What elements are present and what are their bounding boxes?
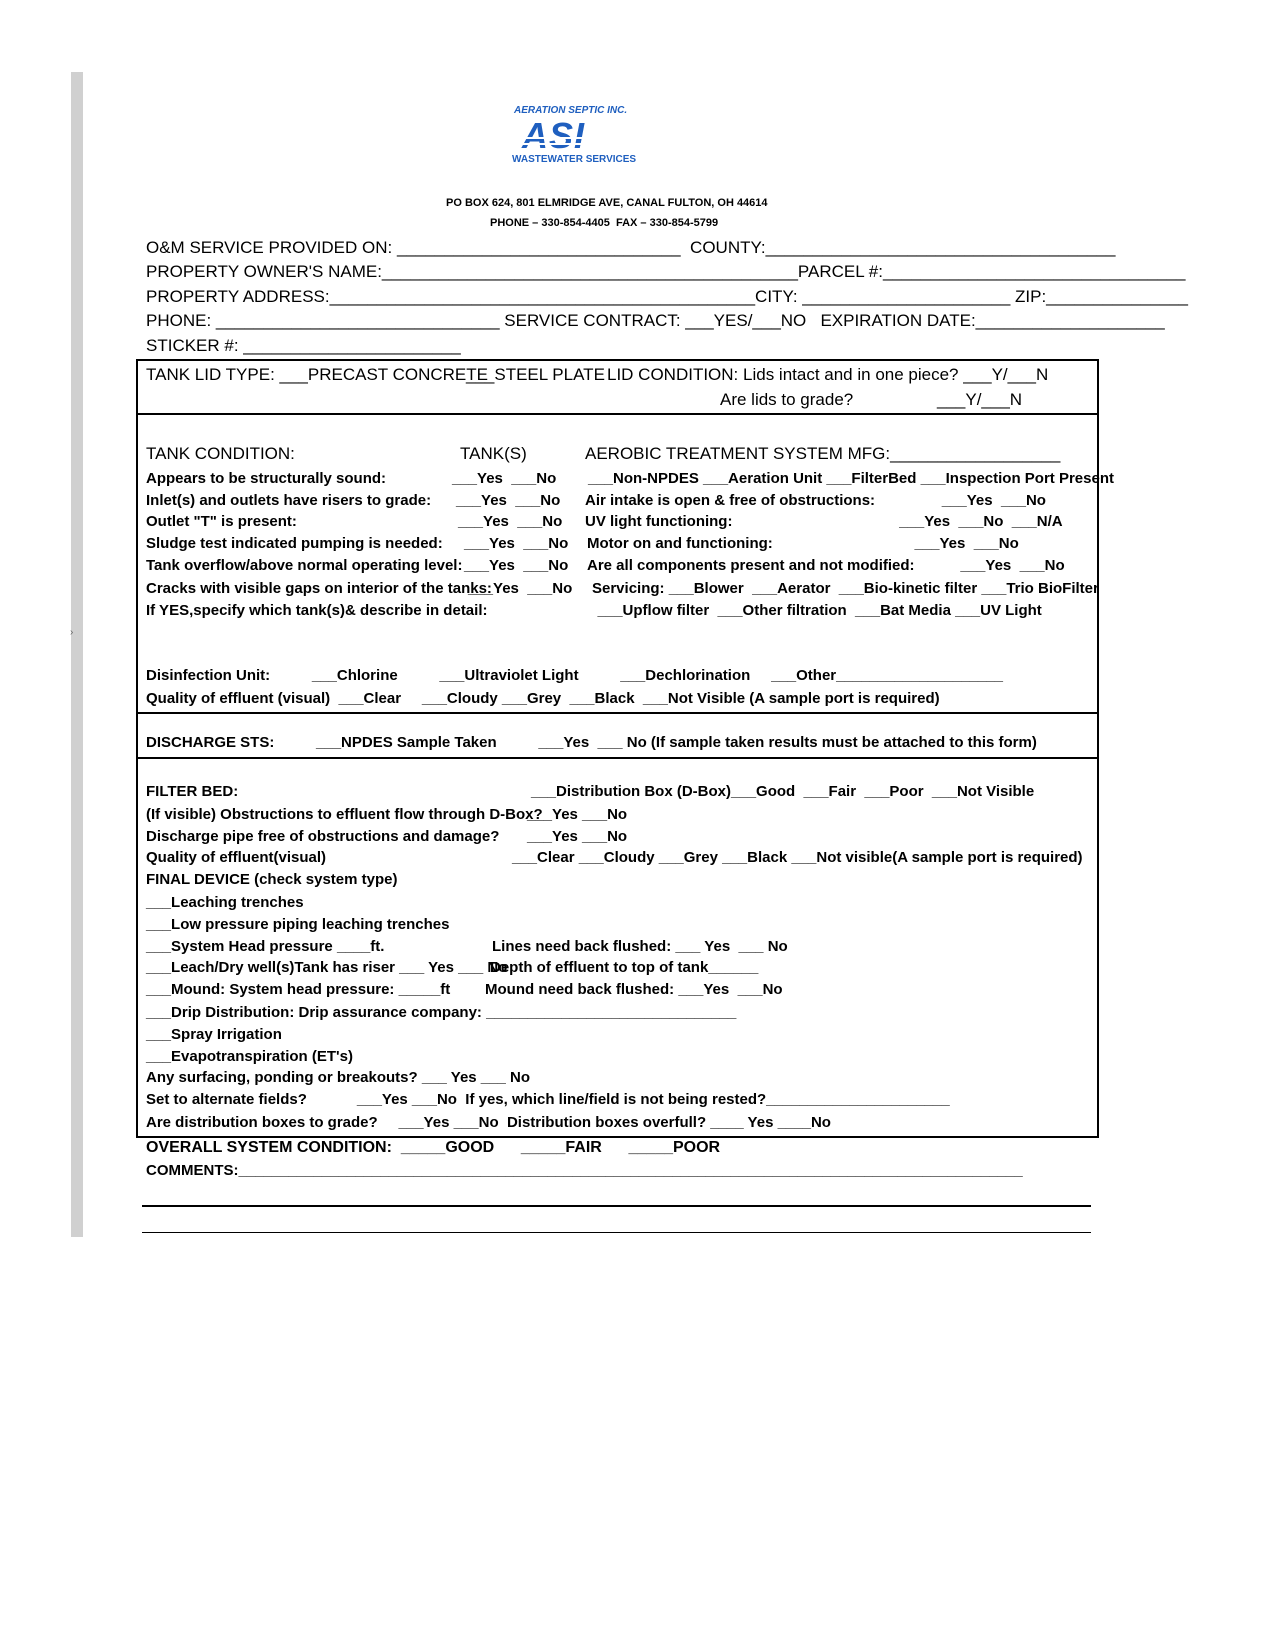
- tank-question: Inlet(s) and outlets have risers to grade:: [146, 492, 432, 509]
- tank-question: Appears to be structurally sound:: [146, 470, 387, 487]
- filter-row: Quality of effluent(visual): [146, 849, 327, 866]
- phone-contract-expiration-field[interactable]: PHONE: ______________________________ SERVICE CONTRACT: ___YES/___NO EXPIRATION DATE:____________________: [146, 311, 1165, 330]
- tank-condition-title: TANK CONDITION:: [146, 444, 295, 463]
- filter-row[interactable]: ___Drip Distribution: Drip assurance company: ______________________________: [146, 1004, 737, 1021]
- filter-row[interactable]: Any surfacing, ponding or breakouts? ___ Yes ___ No: [146, 1069, 530, 1086]
- tank-answer[interactable]: ___Yes ___No: [464, 535, 569, 552]
- logo-mark: ASI: [522, 115, 586, 156]
- asi-logo: [508, 104, 644, 168]
- filter-row[interactable]: Are distribution boxes to grade? ___Yes ___No Distribution boxes overfull? ____ Yes ____No: [146, 1114, 831, 1131]
- service-date-county-field[interactable]: O&M SERVICE PROVIDED ON: ______________________________ COUNTY:_____________________________________: [146, 238, 1116, 257]
- tank-answer[interactable]: ___Yes ___No: [456, 492, 561, 509]
- tank-answer[interactable]: ___Yes ___No: [468, 580, 573, 597]
- filter-row-answer[interactable]: ___Distribution Box (D-Box)___Good ___Fair ___Poor ___Not Visible: [531, 783, 1035, 800]
- aerobic-mfg-field[interactable]: AEROBIC TREATMENT SYSTEM MFG:__________________: [585, 444, 1061, 463]
- effluent-quality[interactable]: Quality of effluent (visual) ___Clear ___Cloudy ___Grey ___Black ___Not Visible (A sample port is required): [146, 690, 940, 707]
- tank-question: Cracks with visible gaps on interior of the tanks:: [146, 580, 492, 597]
- servicing-row[interactable]: Servicing: ___Blower ___Aerator ___Bio-kinetic filter ___Trio BioFilter: [592, 580, 1099, 597]
- aerobic-row[interactable]: UV light functioning: ___Yes ___No ___N/A: [585, 513, 1063, 530]
- disinfection-unit[interactable]: Disinfection Unit: ___Chlorine ___Ultraviolet Light ___Dechlorination ___Other____________________: [146, 667, 1003, 684]
- lid-type[interactable]: TANK LID TYPE: ___PRECAST CONCRETE: [146, 365, 488, 384]
- filter-row[interactable]: ___System Head pressure ____ft.: [146, 938, 385, 955]
- aerobic-row[interactable]: Motor on and functioning: ___Yes ___No: [587, 535, 1019, 552]
- filter-row-answer[interactable]: Mound need back flushed: ___Yes ___No: [485, 981, 783, 998]
- filter-row: FINAL DEVICE (check system type): [146, 871, 398, 888]
- comments-field[interactable]: COMMENTS:______________________________________________________________________________________________: [146, 1162, 1023, 1179]
- tank-answer[interactable]: ___Yes ___No: [452, 470, 557, 487]
- filter-row[interactable]: ___Mound: System head pressure: _____ft: [146, 981, 451, 998]
- comments-line: [142, 1232, 1091, 1233]
- filter-row[interactable]: ___Leaching trenches: [146, 894, 304, 911]
- filter-row-answer[interactable]: Lines need back flushed: ___ Yes ___ No: [492, 938, 788, 955]
- address-line-1: PO BOX 624, 801 ELMRIDGE AVE, CANAL FULTON, OH 44614: [446, 197, 768, 209]
- sticker-field[interactable]: STICKER #: _______________________: [146, 336, 461, 355]
- lid-grade-question: Are lids to grade?: [720, 390, 854, 409]
- tanks-heading: TANK(S): [460, 444, 527, 463]
- tank-question: If YES,specify which tank(s)& describe in detail:: [146, 602, 488, 619]
- lid-grade-answer[interactable]: ___Y/___N: [937, 390, 1023, 409]
- tank-question: Outlet "T" is present:: [146, 513, 297, 530]
- logo-bottom-text: WASTEWATER SERVICES: [512, 154, 637, 165]
- lid-condition[interactable]: LID CONDITION: Lids intact and in one piece? ___Y/___N: [607, 365, 1049, 384]
- filter-row[interactable]: ___Leach/Dry well(s)Tank has riser ___ Yes ___ No: [146, 959, 508, 976]
- page-edge: [71, 72, 83, 1237]
- filter-row: FILTER BED:: [146, 783, 239, 800]
- logo-top-text: AERATION SEPTIC INC.: [514, 105, 628, 116]
- filter-row[interactable]: ___Spray Irrigation: [146, 1026, 282, 1043]
- discharge-sts[interactable]: DISCHARGE STS: ___NPDES Sample Taken ___Yes ___ No (If sample taken results must be attached to this form): [146, 734, 1037, 751]
- filter-row-answer[interactable]: ___Yes ___No: [527, 806, 628, 823]
- tank-question: Sludge test indicated pumping is needed:: [146, 535, 443, 552]
- address-line-2: PHONE – 330-854-4405 FAX – 330-854-5799: [490, 217, 719, 229]
- tank-answer[interactable]: ___Yes ___No: [464, 557, 569, 574]
- filter-row-answer[interactable]: Depth of effluent to top of tank______: [490, 959, 759, 976]
- tank-question: Tank overflow/above normal operating level:: [146, 557, 463, 574]
- filter-row-answer[interactable]: ___Yes ___No: [527, 828, 628, 845]
- filter-row: Discharge pipe free of obstructions and damage?: [146, 828, 500, 845]
- edge-marker: ›: [70, 627, 74, 638]
- aerobic-row[interactable]: ___Non-NPDES ___Aeration Unit ___FilterBed ___Inspection Port Present: [588, 470, 1114, 487]
- servicing-row[interactable]: ___Upflow filter ___Other filtration ___Bat Media ___UV Light: [560, 602, 1042, 619]
- aerobic-row[interactable]: Air intake is open & free of obstructions: ___Yes ___No: [585, 492, 1046, 509]
- tank-answer[interactable]: ___Yes ___No: [458, 513, 563, 530]
- filter-row[interactable]: Set to alternate fields? ___Yes ___No If yes, which line/field is not being rested?______________________: [146, 1091, 950, 1108]
- filter-row[interactable]: ___Evapotranspiration (ET's): [146, 1048, 353, 1065]
- filter-row: (If visible) Obstructions to effluent flow through D-Box?: [146, 806, 543, 823]
- lid-steel-plate[interactable]: ___STEEL PLATE: [466, 365, 605, 384]
- filter-row[interactable]: ___Low pressure piping leaching trenches: [146, 916, 450, 933]
- address-city-zip-field[interactable]: PROPERTY ADDRESS:_____________________________________________CITY: ______________________ ZIP:_______________: [146, 287, 1188, 306]
- filter-row-answer[interactable]: ___Clear ___Cloudy ___Grey ___Black ___Not visible(A sample port is required): [512, 849, 1083, 866]
- aerobic-row[interactable]: Are all components present and not modified: ___Yes ___No: [587, 557, 1065, 574]
- comments-line: [142, 1205, 1091, 1207]
- overall-condition[interactable]: OVERALL SYSTEM CONDITION: _____GOOD _____FAIR _____POOR: [146, 1139, 721, 1156]
- owner-parcel-field[interactable]: PROPERTY OWNER'S NAME:____________________________________________PARCEL #:________________________________: [146, 262, 1186, 281]
